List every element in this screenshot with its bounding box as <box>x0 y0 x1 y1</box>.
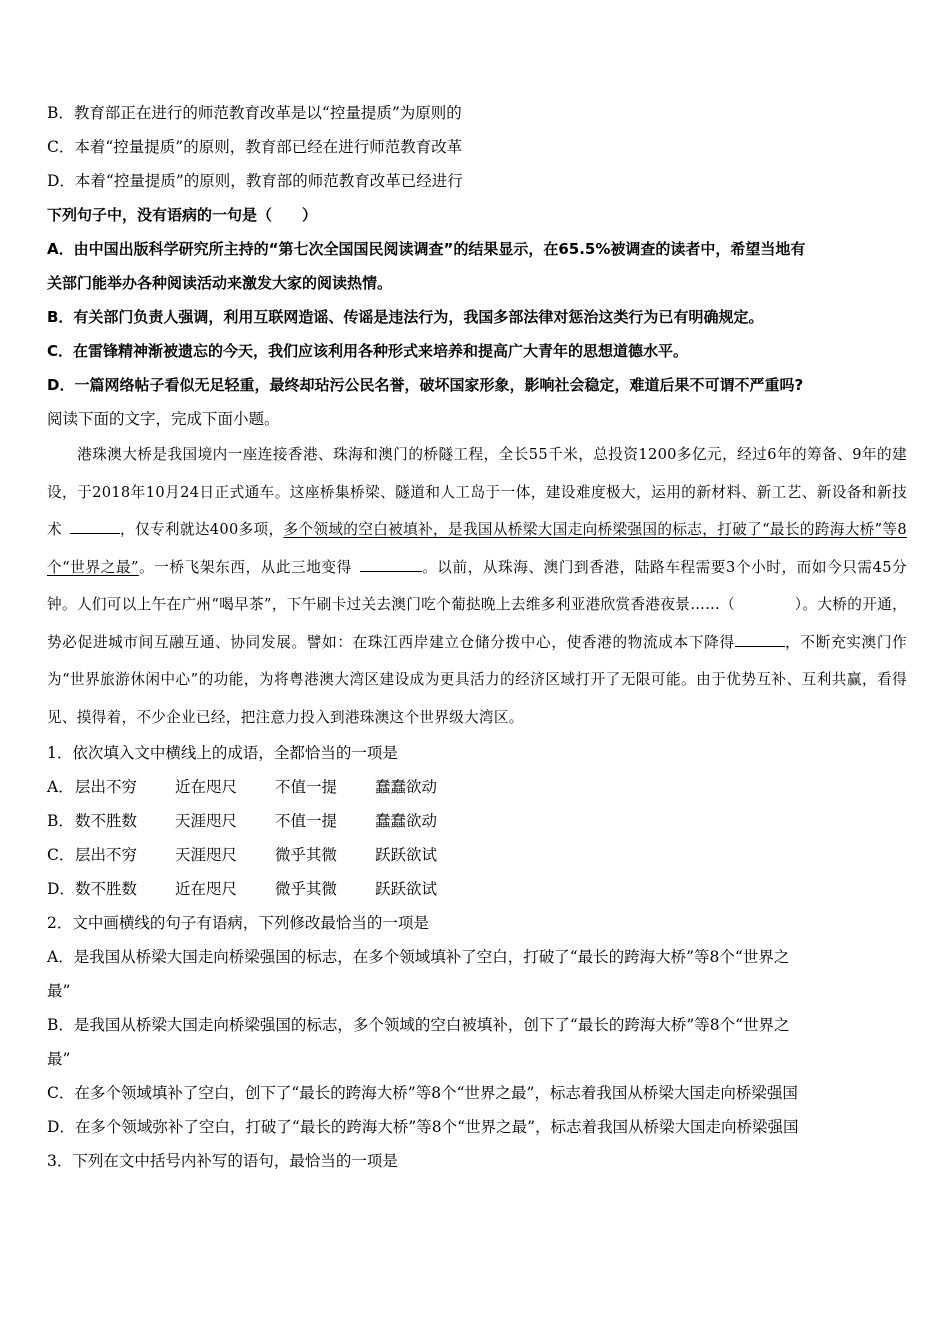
grammar-question-stem: 下列句子中，没有语病的一句是（ ） <box>47 206 318 224</box>
q2-option-d: D．在多个领域弥补了空白，打破了“最长的跨海大桥”等8个“世界之最”，标志着我国从桥梁大国走向桥梁强国 <box>47 1118 799 1136</box>
q2-stem: 2．文中画横线的句子有语病，下列修改最恰当的一项是 <box>47 914 429 932</box>
q1-option-c: C．层出不穷 天涯咫尺 微乎其微 跃跃欲试 <box>47 846 438 864</box>
passage-part-4: 。以前，从珠海、澳门到香港，陆路车程需要3个小时，而如今只需45分钟。人们可以上午在广州“喝早茶”，下午刷卡过关去澳门吃个葡挞晚上去维多利亚港欣赏香港夜景……（ ）。大桥的开通，势必促进城市间互融互通、协同发展。譬如：在珠江西岸建立仓储分拨中心，使香港的物流成本下降得 <box>47 558 907 651</box>
blank-3 <box>735 632 785 647</box>
passage-part-2: ，仅专利就达400多项， <box>119 521 284 538</box>
q2-option-b-line2: 最” <box>47 1050 71 1068</box>
underlined-sentence: 多个领域的空白被填补，是我国从桥梁大国走向桥梁强国的标志，打破了“最长的跨海大桥”等8个“世界之最” <box>47 521 907 576</box>
q2-option-b-line1: B．是我国从桥梁大国走向桥梁强国的标志，多个领域的空白被填补，创下了“最长的跨海大桥”等8个“世界之 <box>47 1016 790 1034</box>
prev-option-d: D．本着“控量提质”的原则，教育部的师范教育改革已经进行 <box>47 172 463 190</box>
prev-option-b: B．教育部正在进行的师范教育改革是以“控量提质”为原则的 <box>47 104 462 122</box>
reading-intro: 阅读下面的文字，完成下面小题。 <box>47 410 280 428</box>
q2-option-a-line2: 最” <box>47 982 71 1000</box>
q1-stem: 1．依次填入文中横线上的成语，全都恰当的一项是 <box>47 744 398 762</box>
blank-2 <box>360 557 422 572</box>
grammar-option-b: B．有关部门负责人强调，利用互联网造谣、传谣是违法行为，我国多部法律对惩治这类行为已有明确规定。 <box>47 308 764 326</box>
document-page <box>47 96 907 1178</box>
grammar-option-c: C．在雷锋精神渐被遗忘的今天，我们应该利用各种形式来培养和提高广大青年的思想道德水平。 <box>47 342 689 360</box>
passage-part-1: 港珠澳大桥是我国境内一座连接香港、珠海和澳门的桥隧工程，全长55千米，总投资1200多亿元，经过6年的筹备、9年的建设，于2018年10月24日正式通车。这座桥集桥梁、隧道和人工岛于一体，建设难度极大，运用的新材料、新工艺、新设备和新技术 <box>47 446 907 538</box>
passage-part-3: 。一桥飞架东西，从此三地变得 <box>138 558 352 576</box>
q1-option-b: B．数不胜数 天涯咫尺 不值一提 蠢蠢欲动 <box>47 812 438 830</box>
passage-part-5: ，不断充实澳门作为“世界旅游休闲中心”的功能，为将粤港澳大湾区建设成为更具活力的经济区域打开了无限可能。由于优势互补、互利共赢，看得见、摸得着，不少企业已经，把注意力投入到港珠澳这个世界级大湾区。 <box>47 633 907 726</box>
grammar-option-d: D．一篇网络帖子看似无足轻重，最终却玷污公民名誉，破坏国家形象，影响社会稳定，难道后果不可谓不严重吗? <box>47 376 804 394</box>
reading-passage <box>47 436 907 736</box>
q3-stem: 3．下列在文中括号内补写的语句，最恰当的一项是 <box>47 1152 398 1170</box>
q1-option-a: A．层出不穷 近在咫尺 不值一提 蠢蠢欲动 <box>47 778 438 796</box>
q1-option-d: D．数不胜数 近在咫尺 微乎其微 跃跃欲试 <box>47 880 438 898</box>
grammar-option-a-line1: A．由中国出版科学研究所主持的“第七次全国国民阅读调查”的结果显示，在65.5%被调查的读者中，希望当地有 <box>47 240 806 258</box>
q2-option-c: C．在多个领域填补了空白，创下了“最长的跨海大桥”等8个“世界之最”，标志着我国从桥梁大国走向桥梁强国 <box>47 1084 798 1102</box>
blank-1 <box>70 519 120 534</box>
grammar-option-a-line2: 关部门能举办各种阅读活动来激发大家的阅读热情。 <box>47 274 393 292</box>
q2-option-a-line1: A．是我国从桥梁大国走向桥梁强国的标志，在多个领域填补了空白，打破了“最长的跨海大桥”等8个“世界之 <box>47 948 790 966</box>
prev-option-c: C．本着“控量提质”的原则，教育部已经在进行师范教育改革 <box>47 138 463 156</box>
